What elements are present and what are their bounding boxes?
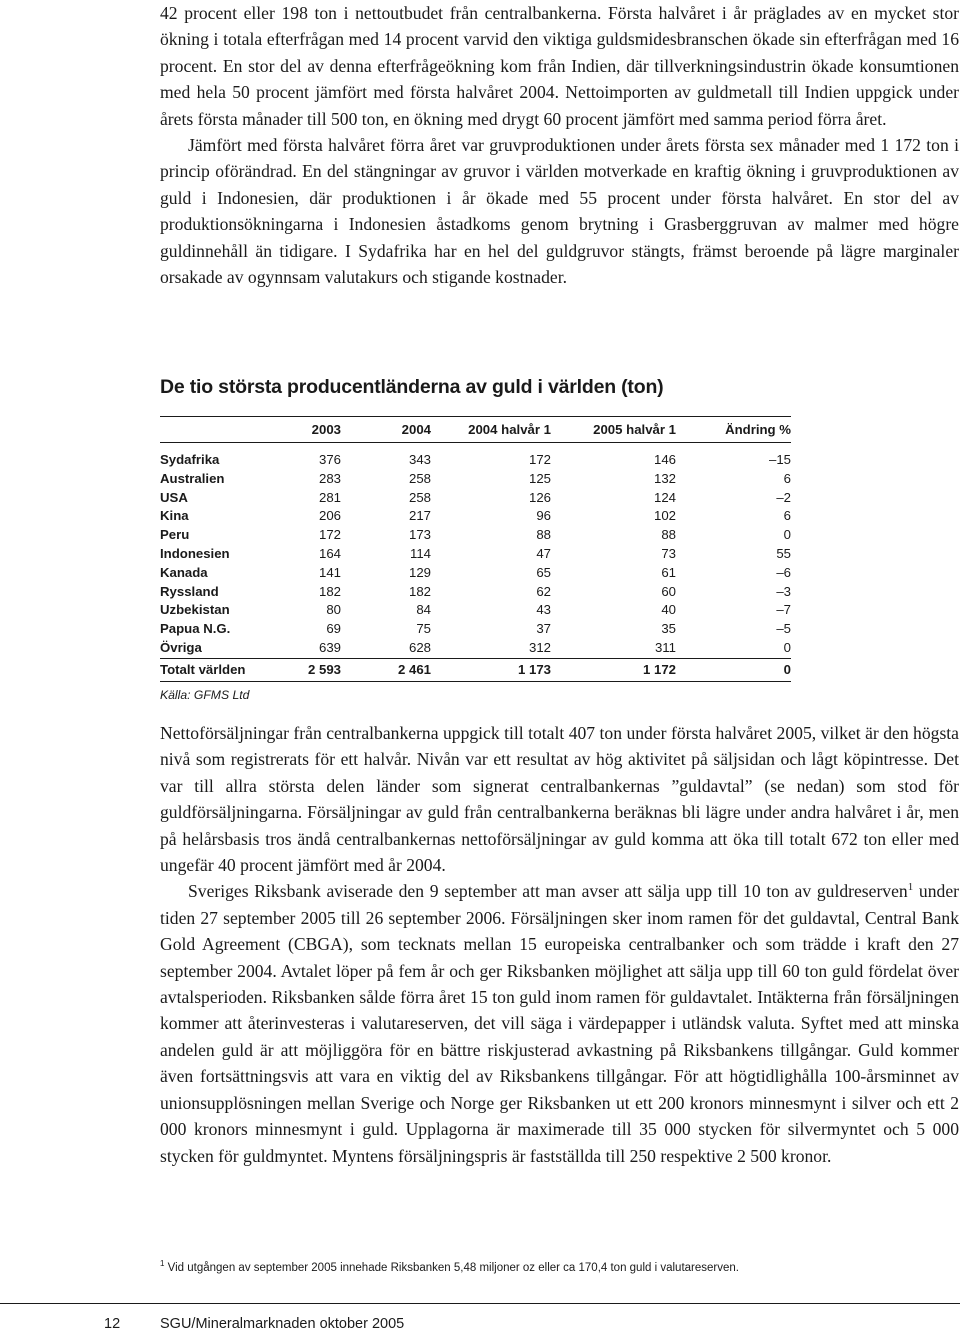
country-name: Kina xyxy=(160,508,189,524)
table-cell: 146 xyxy=(653,452,676,467)
table-cell: 182 xyxy=(318,583,341,599)
bottom-text-block xyxy=(160,720,959,1169)
table-row xyxy=(160,507,791,526)
table-cell: 55 xyxy=(776,545,791,561)
total-cell: 1 173 xyxy=(517,661,551,677)
header-2004: 2004 xyxy=(401,422,431,437)
country-name: Uzbekistan xyxy=(160,602,230,618)
table-cell: 129 xyxy=(408,564,431,580)
total-cell: 1 172 xyxy=(642,661,676,677)
table-cell: 126 xyxy=(528,489,551,505)
header-change: Ändring % xyxy=(725,422,791,437)
table-cell: –15 xyxy=(768,452,791,467)
table-cell: 114 xyxy=(409,545,431,561)
total-cell: 2 593 xyxy=(307,661,341,677)
table-cell: 172 xyxy=(528,452,551,467)
total-label: Totalt världen xyxy=(160,661,246,677)
top-text-block xyxy=(160,0,959,290)
footnote-text: Vid utgången av september 2005 innehade Riksbanken 5,48 miljoner oz eller ca 170,4 ton guld i valutareserven. xyxy=(164,1262,739,1274)
table-cell: 69 xyxy=(326,621,341,637)
table-cell: 132 xyxy=(653,470,676,486)
country-name: Kanada xyxy=(160,564,208,580)
table-row xyxy=(160,443,791,470)
table-row xyxy=(160,564,791,583)
table-cell: 258 xyxy=(408,470,431,486)
country-name: Peru xyxy=(160,527,190,543)
table-cell: 43 xyxy=(536,602,551,618)
table-cell: 40 xyxy=(661,602,676,618)
table-cell: 283 xyxy=(318,470,341,486)
table-cell: 61 xyxy=(661,564,676,580)
gold-producers-table-block xyxy=(160,376,959,702)
table-cell: 217 xyxy=(408,508,431,524)
table-total-row xyxy=(160,658,791,681)
table-cell: 124 xyxy=(653,489,676,505)
table-cell: 0 xyxy=(783,527,791,543)
table-title: De tio största producentländerna av guld i världen (ton) xyxy=(160,376,664,398)
footnote-reference[interactable]: 1 xyxy=(907,881,914,894)
header-2004-h1: 2004 halvår 1 xyxy=(468,422,551,437)
table-row xyxy=(160,470,791,489)
table-cell: –5 xyxy=(776,621,791,637)
table-cell: 84 xyxy=(416,602,431,618)
country-name: Australien xyxy=(160,470,225,486)
table-cell: –2 xyxy=(776,489,791,505)
publication-name: SGU/Mineralmarknaden oktober 2005 xyxy=(160,1316,405,1332)
country-name: Sydafrika xyxy=(160,452,220,467)
table-cell: 35 xyxy=(661,621,676,637)
table-cell: 6 xyxy=(783,470,791,486)
table-cell: 258 xyxy=(408,489,431,505)
country-name: Övriga xyxy=(160,639,202,655)
total-cell: 0 xyxy=(783,661,791,677)
gold-producers-table xyxy=(160,416,791,682)
table-cell: 102 xyxy=(653,508,676,524)
table-cell: 65 xyxy=(536,564,551,580)
paragraph: 42 procent eller 198 ton i nettoutbudet från centralbankerna. Första halvåret i år präglades av en mycket stor ökning i totala efterfrågan med 14 procent varvid den viktiga guldsmidesbranschen ökade sin efterfrågan med 16 procent. En stor del av denna efterfrågeökning kom från Indien, där tillverkningsindustrin ökade konsumtionen med hela 50 procent jämfört med första halvåret 2004. Nettoimporten av guldmetall till Indien uppgick under årets första månader till 500 ton, en ökning med drygt 60 procent jämfört med samma period förra året. xyxy=(160,3,959,129)
paragraph xyxy=(160,878,959,1168)
paragraph: Nettoförsäljningar från centralbankerna uppgick till totalt 407 ton under första halvåret 2005, vilket är den högsta nivå som registrerats för ett halvår. Nivån var ett resultat av hög aktivitet på säljsidan och lågt köpintresse. Det var till allra största delen länder som signerat centralbankernas ”guldavtal” (se nedan) som stod för guldförsäljningarna. Försäljningar av guld från centralbankerna beräknas bli lägre under andra halvåret i år, men på helårsbasis tros ändå centralbankernas nettoförsäljningar av guld komma att öka till totalt 672 ton eller med ungefär 40 procent jämfört med år 2004. xyxy=(160,723,959,876)
table-cell: 182 xyxy=(408,583,431,599)
table-cell: –6 xyxy=(776,564,791,580)
footnote-marker: 1 xyxy=(160,1259,165,1269)
table-cell: 0 xyxy=(783,639,791,655)
total-cell: 2 461 xyxy=(397,661,431,677)
table-cell: 37 xyxy=(536,621,551,637)
table-row xyxy=(160,620,791,639)
table-cell: 343 xyxy=(408,452,431,467)
table-cell: –7 xyxy=(776,602,791,618)
table-cell: 75 xyxy=(416,621,431,637)
paragraph: Jämfört med första halvåret förra året var gruvproduktionen under årets första sex månader med 1 172 ton i princip oförändrad. En del stängningar av gruvor i världen motverkade en kraftig ökning i gruvproduktionen av guld i Indonesien, där produktionen i år ökade med 55 procent under första halvåret. En stor del av produktionsökningarna i Indonesien åstadkoms genom brytning i Grasberggruvan av malmer med högre guldinnehåll än tidigare. I Sydafrika har en hel del guldgruvor stängts, främst beroende på lägre marginaler orsakade av ogynnsam valutakurs och stigande kostnader. xyxy=(160,135,959,288)
country-name: Papua N.G. xyxy=(160,621,231,637)
page-number: 12 xyxy=(104,1316,121,1332)
table-cell: 73 xyxy=(661,545,676,561)
table-cell: 6 xyxy=(783,508,791,524)
table-cell: 47 xyxy=(536,545,551,561)
table-cell: –3 xyxy=(776,583,791,599)
table-row xyxy=(160,545,791,564)
table-cell: 206 xyxy=(318,508,341,524)
table-row xyxy=(160,489,791,508)
table-cell: 125 xyxy=(528,470,551,486)
table-cell: 628 xyxy=(408,639,431,655)
table-cell: 172 xyxy=(318,527,341,543)
table-cell: 141 xyxy=(318,564,341,580)
table-cell: 376 xyxy=(318,452,341,467)
table-header-row xyxy=(160,417,791,443)
table-cell: 88 xyxy=(536,527,551,543)
table-cell: 639 xyxy=(318,639,341,655)
header-empty xyxy=(160,417,270,443)
country-name: USA xyxy=(160,489,188,505)
table-source: Källa: GFMS Ltd xyxy=(160,687,250,702)
table-cell: 96 xyxy=(536,508,551,524)
table-row xyxy=(160,601,791,620)
paragraph-text: Sveriges Riksbank aviserade den 9 september att man avser att sälja upp till 10 ton av guldreserven xyxy=(188,881,908,902)
table-cell: 164 xyxy=(318,545,341,561)
table-cell: 312 xyxy=(528,639,551,655)
footnote xyxy=(160,1260,959,1276)
country-name: Ryssland xyxy=(160,583,219,599)
header-2005-h1: 2005 halvår 1 xyxy=(593,422,676,437)
table-cell: 88 xyxy=(661,527,676,543)
table-cell: 173 xyxy=(408,527,431,543)
table-body xyxy=(160,443,791,659)
header-2003: 2003 xyxy=(311,422,341,437)
table-cell: 311 xyxy=(654,639,676,655)
table-cell: 281 xyxy=(318,489,341,505)
table-cell: 62 xyxy=(536,583,551,599)
footer-divider xyxy=(0,1303,960,1304)
country-name: Indonesien xyxy=(160,545,230,561)
table-row xyxy=(160,583,791,602)
table-cell: 80 xyxy=(326,602,341,618)
table-row xyxy=(160,526,791,545)
table-cell: 60 xyxy=(661,583,676,599)
paragraph-text: under tiden 27 september 2005 till 26 september 2006. Försäljningen sker inom ramen för det guldavtal, Central Bank Gold Agreement (CBGA), som tecknats mellan 15 europeiska centralbanker och som trädde i kraft den 27 september 2004. Avtalet löper på fem år och ger Riksbanken möjlighet att sälja upp till 60 ton guld fördelat över avtalsperioden. Riksbanken sålde förra året 15 ton guld inom ramen för guldavtalet. Intäkterna från försäljningen kommer att återinvesteras i valutareserven, det vill säga i värdepapper i utländsk valuta. Syftet med att minska andelen guld är att möjliggöra för en bättre riskjusterad avkastning på Riksbankens tillgångar. Guld kommer även fortsättningsvis att vara en viktig del av Riksbankens tillgångar. För att högtidlighålla 100-årsminnet av unionsupplösningen mellan Sverige och Norge ger Riksbanken ut ett 200 kronors minnesmynt i silver och ett 2 000 kronors minnesmynt i guld. Upplagorna är maximerade till 35 000 stycken för silvermyntet och 5 000 stycken för guldmyntet. Myntens försäljningspris är fastställda till 250 respektive 2 500 kronor. xyxy=(160,881,959,1166)
table-row xyxy=(160,639,791,658)
